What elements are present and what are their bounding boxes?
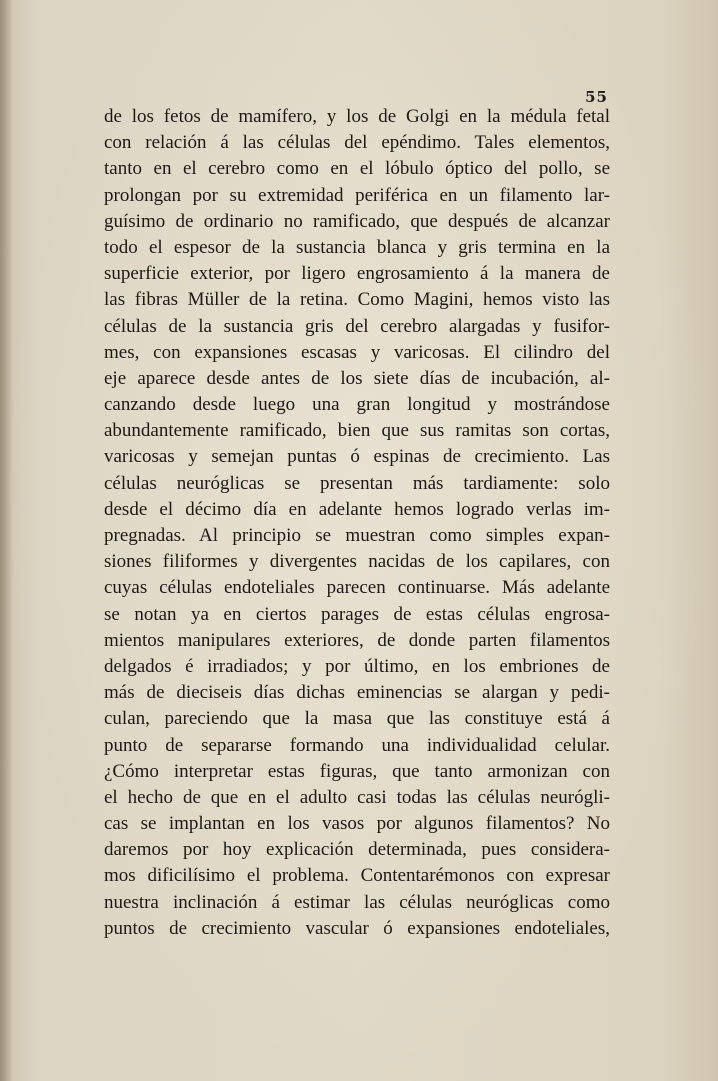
text-line: células neuróglicas se presentan más tardiamente: solo bbox=[104, 472, 610, 494]
text-line: cas se implantan en los vasos por algunos filamentos? No bbox=[104, 813, 610, 835]
text-line: mientos manipulares exteriores, de donde parten filamentos bbox=[104, 629, 610, 651]
text-line: mos dificilísimo el problema. Contentarémonos con expresar bbox=[104, 865, 610, 887]
text-line: daremos por hoy explicación determinada, pues considera- bbox=[104, 839, 610, 861]
text-line: guísimo de ordinario no ramificado, que después de alcanzar bbox=[104, 210, 610, 232]
text-line: ¿Cómo interpretar estas figuras, que tanto armonizan con bbox=[104, 760, 610, 782]
body-text bbox=[104, 104, 610, 942]
page-number: 55 bbox=[585, 88, 608, 106]
text-line: eje aparece desde antes de los siete días de incubación, al- bbox=[104, 367, 610, 389]
text-line: canzando desde luego una gran longitud y mostrándose bbox=[104, 394, 610, 416]
binding-shadow bbox=[0, 0, 12, 1081]
text-line: punto de separarse formando una individualidad celular. bbox=[104, 734, 610, 756]
text-line: todo el espesor de la sustancia blanca y gris termina en la bbox=[104, 236, 610, 258]
text-line: el hecho de que en el adulto casi todas las células neurógli- bbox=[104, 786, 610, 808]
text-line: con relación á las células del epéndimo. Tales elementos, bbox=[104, 132, 610, 154]
text-line: las fibras Müller de la retina. Como Magini, hemos visto las bbox=[104, 289, 610, 311]
text-line: células de la sustancia gris del cerebro alargadas y fusifor- bbox=[104, 315, 610, 337]
text-line: tanto en el cerebro como en el lóbulo óptico del pollo, se bbox=[104, 158, 610, 180]
text-line: desde el décimo día en adelante hemos logrado verlas im- bbox=[104, 498, 610, 520]
text-line: delgados é irradiados; y por último, en los embriones de bbox=[104, 655, 610, 677]
text-line: más de dieciseis días dichas eminencias se alargan y pedi- bbox=[104, 682, 610, 704]
text-line: abundantemente ramificado, bien que sus ramitas son cortas, bbox=[104, 420, 610, 442]
text-line: puntos de crecimiento vascular ó expansiones endoteliales, bbox=[104, 917, 610, 939]
text-line: pregnadas. Al principio se muestran como simples expan- bbox=[104, 525, 610, 546]
text-line: superficie exterior, por ligero engrosamiento á la manera de bbox=[104, 263, 610, 285]
text-line: se notan ya en ciertos parages de estas células engrosa- bbox=[104, 603, 610, 625]
text-line: mes, con expansiones escasas y varicosas. El cilindro del bbox=[104, 341, 610, 363]
text-line: culan, pareciendo que la masa que las constituye está á bbox=[104, 708, 610, 730]
text-line: varicosas y semejan puntas ó espinas de crecimiento. Las bbox=[104, 446, 610, 468]
text-line: cuyas células endoteliales parecen continuarse. Más adelante bbox=[104, 577, 610, 599]
text-line: de los fetos de mamífero, y los de Golgi en la médula fetal bbox=[104, 106, 610, 127]
text-line: prolongan por su extremidad periférica en un filamento lar- bbox=[104, 184, 610, 206]
text-line: nuestra inclinación á estimar las células neuróglicas como bbox=[104, 891, 610, 913]
text-line: siones filiformes y divergentes nacidas de los capilares, con bbox=[104, 551, 610, 573]
